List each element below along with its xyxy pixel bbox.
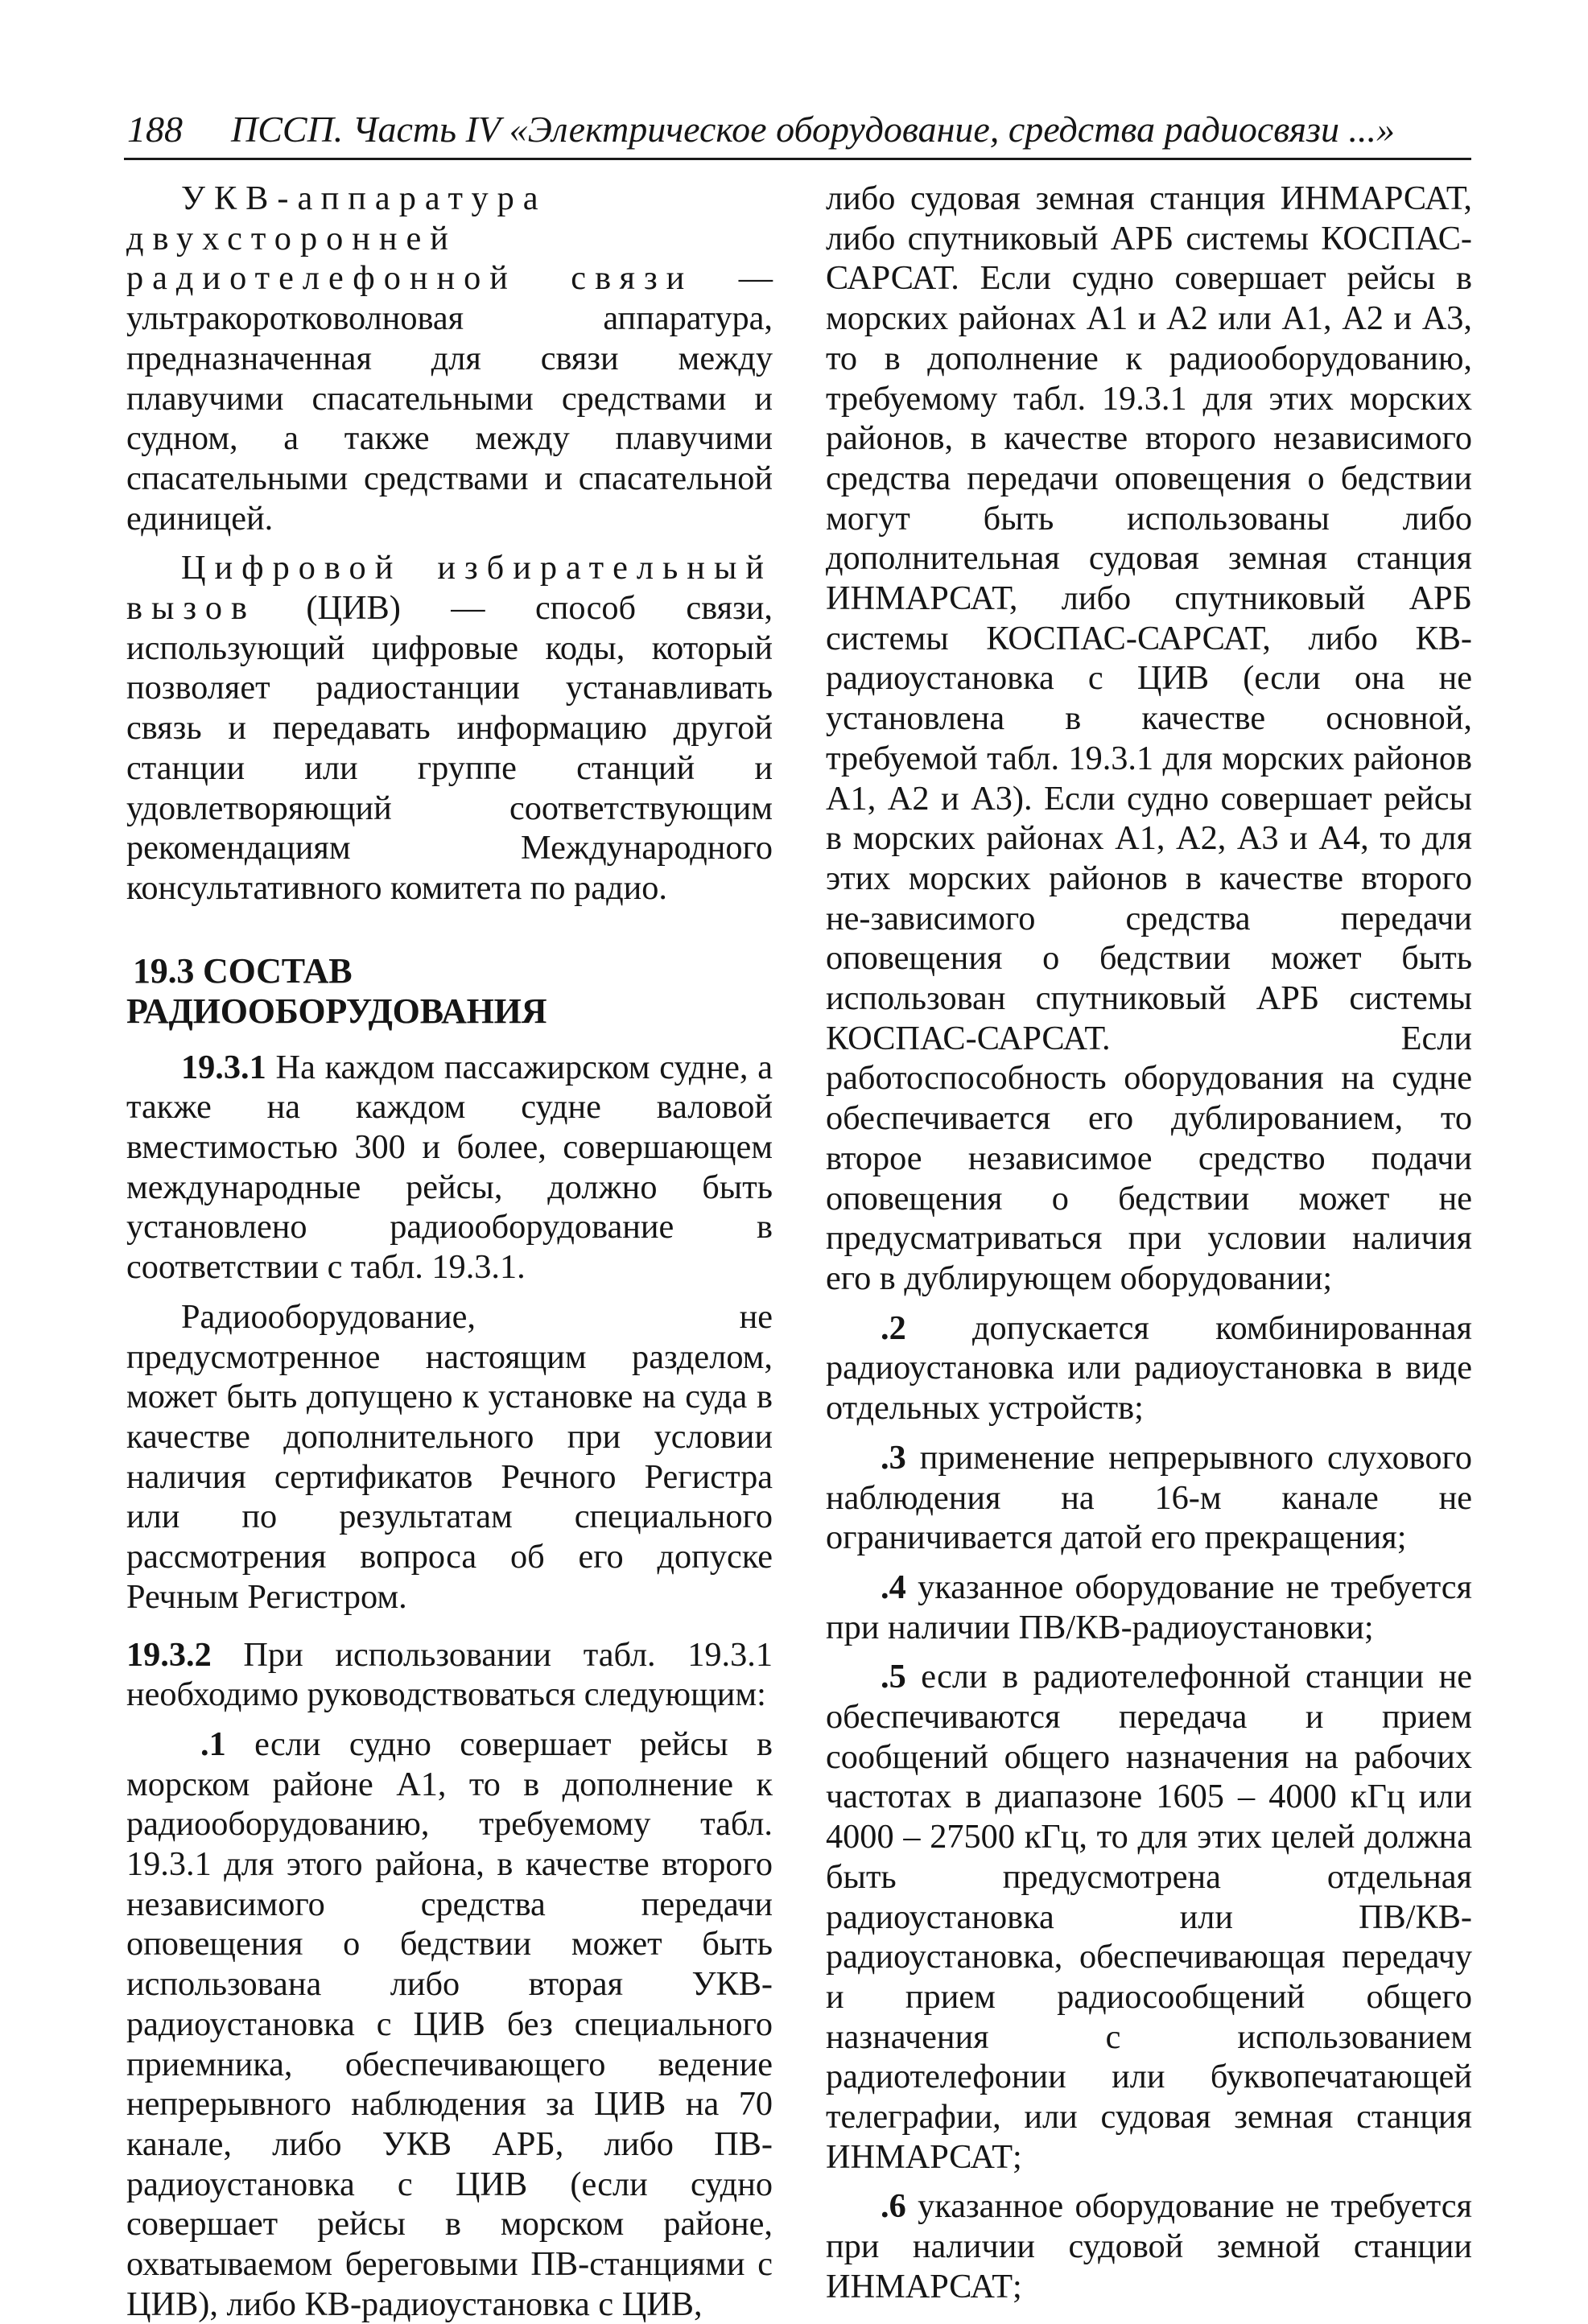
definition-civ: Цифровой избирательный вызов (ЦИВ) — способ связи, использующий цифровые коды, который позволяет радиостанции устанавливать связь и передавать информацию другой станции или группе станций и удовлетворяющий соответствующим рекомендациям Международного консультативного комитета по радио.	[126, 549, 773, 907]
list-item-5: .5 если в радиотелефонной станции не обеспечиваются передача и прием сообщений общего назначения на рабочих частотах в диапазоне 1605 – 4000 кГц или 4000 – 27500 кГц, то для этих целей должна быть предусмотрена отдельная радиоустановка или ПВ/КВ-радиоустановка, обеспечивающая передачу и прием радиосообщений общего назначения с использованием радиотелефонии или буквопечатающей телеграфии, или судовая земная станция ИНМАРСАТ;	[826, 1658, 1472, 2176]
list-item-6: .6 указанное оборудование не требуется при наличии судовой земной станции ИНМАРСАТ;	[826, 2187, 1472, 2305]
left-column	[126, 179, 773, 2324]
list-item-4: .4 указанное оборудование не требуется при наличии ПВ/КВ-радиоустановки;	[826, 1568, 1472, 1646]
term-ukv: УКВ-аппаратура двухсторонней радиотелефонной связи	[126, 179, 694, 298]
definition-ukv: УКВ-аппаратура двухсторонней радиотелефонной связи — ультракоротковолновая аппаратура, предназначенная для связи между плавучими спасательными средствами и судном, а также между плавучими спасательными средствами и спасательной единицей.	[126, 179, 773, 538]
list-item-1: .1 если судно совершает рейсы в морском районе А1, то в дополнение к радиооборудованию, требуемому табл. 19.3.1 для этого района, в качестве второго независимого средства передачи оповещения о бедствии может быть использована либо вторая УКВ-радиоустановка с ЦИВ без специального приемника, обеспечивающего ведение непрерывного наблюдения за ЦИВ на 70 канале, либо УКВ АРБ, либо ПВ-радиоустановка с ЦИВ (если судно совершает рейсы в морском районе, охватываемом береговыми ПВ-станциями с ЦИВ), либо КВ-радиоустановка с ЦИВ,	[126, 1724, 773, 2323]
list-item-1-continued: либо судовая земная станция ИНМАРСАТ, либо спутниковый АРБ системы КОСПАС-САРСАТ. Если судно совершает рейсы в морских районах А1 и А2 или А1, А2 и А3, то в дополнение к радиооборудованию, требуемому табл. 19.3.1 для этих морских районов, в качестве второго независимого средства передачи оповещения о бедствии могут быть использованы либо дополнительная судовая земная станция ИНМАРСАТ, либо спутниковый АРБ системы КОСПАС-САРСАТ, либо КВ-радиоустановка с ЦИВ (если она не установлена в качестве основной, требуемой табл. 19.3.1 для морских районов А1, А2 и А3). Если судно совершает рейсы в морских районах А1, А2, А3 и А4, то для этих морских районов в качестве второго не-зависимого средства передачи оповещения о бедствии может быть использован спутниковый АРБ системы КОСПАС-САРСАТ. Если работоспособность оборудования на судне обеспечивается его дублированием, то второе независимое средство подачи оповещения о бедствии может не предусматриваться при условии наличия его в дублирующем оборудовании;	[826, 179, 1472, 1297]
paragraph-radio-equipment: Радиооборудование, не предусмотренное настоящим разделом, может быть допущено к установке на суда в качестве дополнительного при условии наличия сертификатов Речного Регистра или по результатам специального рассмотрения вопроса об его допуске Речным Регистром.	[126, 1297, 773, 1616]
header-rule	[124, 158, 1471, 160]
running-title: ПССП. Часть IV «Электрическое оборудование, средства радиосвязи ...»	[231, 109, 1395, 150]
right-column	[826, 179, 1472, 2307]
paragraph-19-3-2: 19.3.2 При использовании табл. 19.3.1 необходимо руководствоваться следующим:	[126, 1635, 773, 1714]
list-item-3: .3 применение непрерывного слухового наблюдения на 16-м канале не ограничивается датой его прекращения;	[826, 1438, 1472, 1557]
list-item-2: .2 допускается комбинированная радиоустановка или радиоустановка в виде отдельных устройств;	[826, 1308, 1472, 1428]
term-civ: Цифровой избирательный вызов	[126, 549, 773, 628]
page-number: 188	[127, 109, 183, 150]
paragraph-19-3-1: 19.3.1 На каждом пассажирском судне, а также на каждом судне валовой вместимостью 300 и более, совершающем международные рейсы, должно быть установлено радиооборудование в соответствии с табл. 19.3.1.	[126, 1048, 773, 1287]
running-header	[127, 111, 1463, 148]
section-heading: 19.3 СОСТАВ РАДИООБОРУДОВАНИЯ	[126, 950, 547, 1031]
